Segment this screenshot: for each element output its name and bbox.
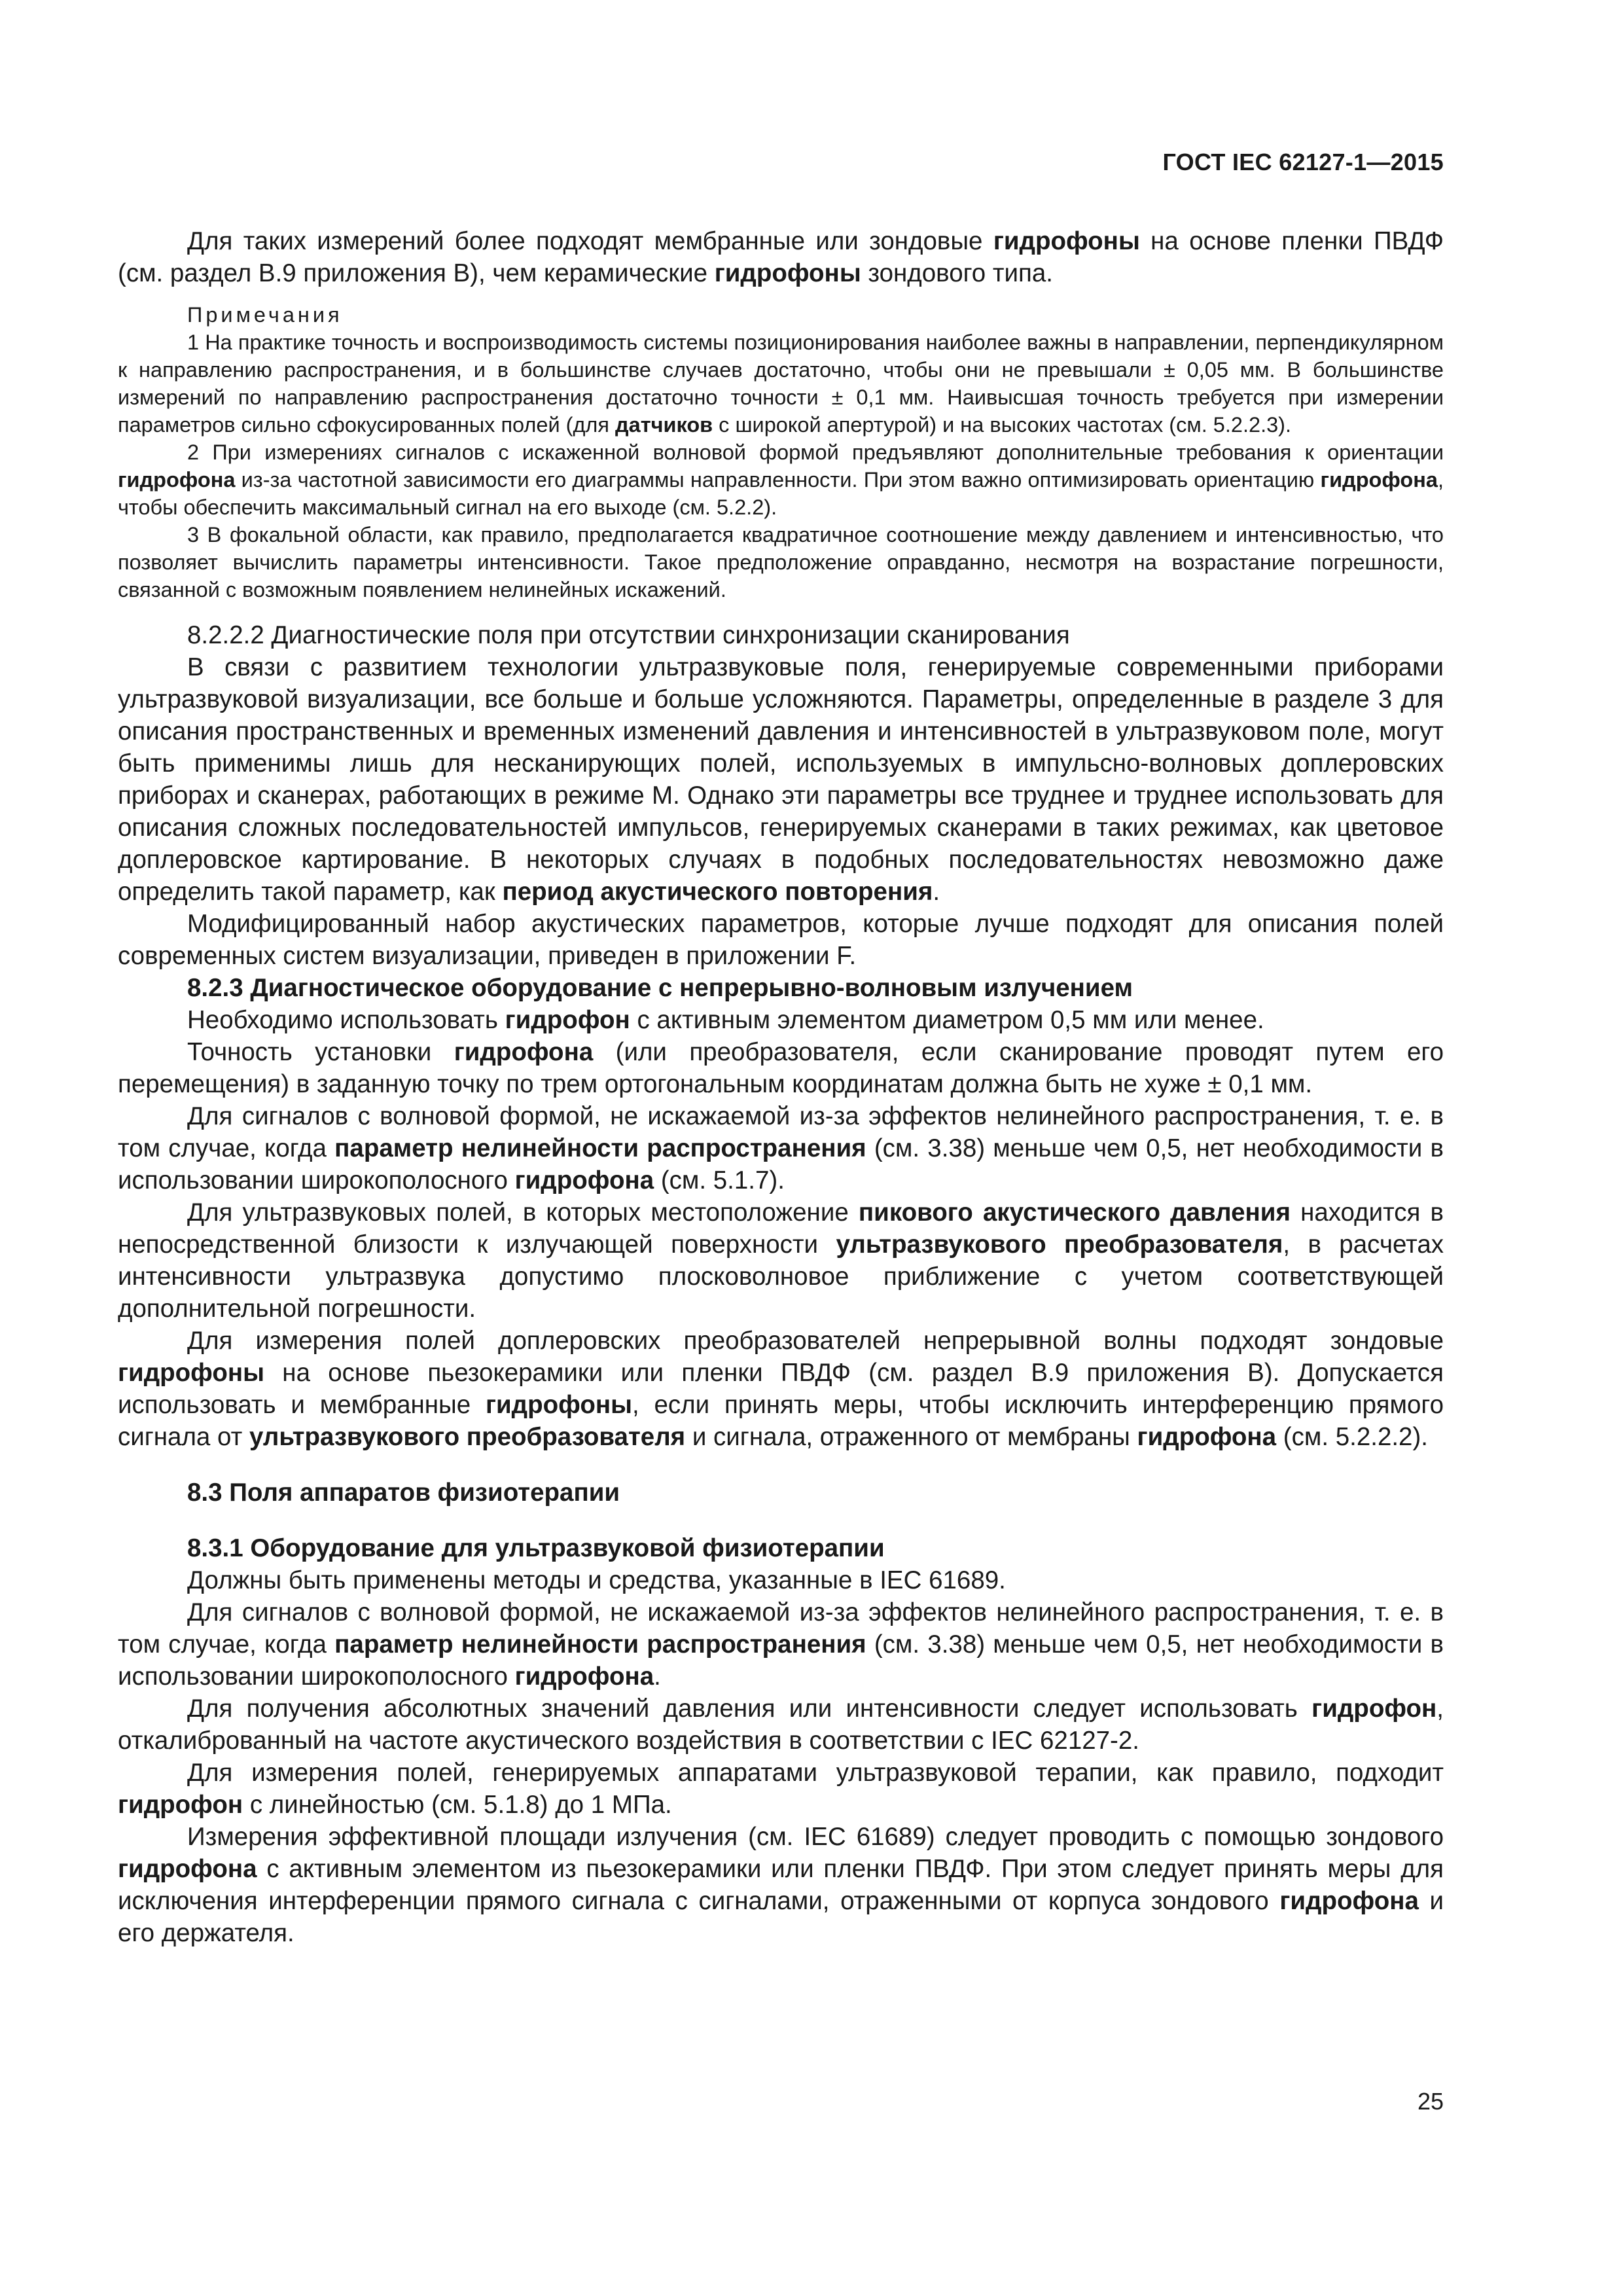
section-8-2-3-paragraph-3: Для сигналов с волновой формой, не искажаемой из-за эффектов нелинейного распространения, т. е. в том случае, когда параметр нелинейности распространения (см. 3.38) меньше чем 0,5, нет необходимости в использовании широкополосного гидрофона (см. 5.1.7). xyxy=(118,1102,1444,1194)
section-8-2-3-paragraph-5: Для измерения полей доплеровских преобразователей непрерывной волны подходят зондовые гидрофоны на основе пьезокерамики или пленки ПВДФ (см. раздел В.9 приложения В). Допускается использовать и мембранные гидрофоны, если принять меры, чтобы исключить интерференцию прямого сигнала от ультразвукового преобразователя и сигнала, отраженного от мембраны гидрофона (см. 5.2.2.2). xyxy=(118,1327,1444,1451)
intro-paragraph: Для таких измерений более подходят мембранные или зондовые гидрофоны на основе пленки ПВДФ (см. раздел В.9 приложения В), чем керамические гидрофоны зондового типа. xyxy=(118,227,1444,287)
section-8-3-1-paragraph-4: Для измерения полей, генерируемых аппаратами ультразвуковой терапии, как правило, подходит гидрофон с линейностью (см. 5.1.8) до 1 МПа. xyxy=(118,1759,1444,1819)
section-8-2-2-2-title: 8.2.2.2 Диагностические поля при отсутствии синхронизации сканирования xyxy=(187,621,1070,649)
section-8-3-title: 8.3 Поля аппаратов физиотерапии xyxy=(187,1479,620,1507)
notes-block xyxy=(118,301,1444,603)
section-8-2-3-paragraph-4: Для ультразвуковых полей, в которых местоположение пикового акустического давления находится в непосредственной близости к излучающей поверхности ультразвукового преобразователя, в расчетах интенсивности ультразвука допустимо плосковолновое приближение с учетом соответствующей дополнительной погрешности. xyxy=(118,1198,1444,1323)
section-8-2-3-paragraph-2: Точность установки гидрофона (или преобразователя, если сканирование проводят путем его перемещения) в заданную точку по трем ортогональным координатам должна быть не хуже ± 0,1 мм. xyxy=(118,1038,1444,1098)
notes-title: Примечания xyxy=(187,303,343,327)
section-8-2-2-2-paragraph-2: Модифицированный набор акустических параметров, которые лучше подходят для описания полей современных систем визуализации, приведен в приложении F. xyxy=(118,910,1444,970)
section-8-2-3-title: 8.2.3 Диагностическое оборудование с непрерывно-волновым излучением xyxy=(187,974,1133,1002)
section-8-3-1-paragraph-5: Измерения эффективной площади излучения (см. IEC 61689) следует проводить с помощью зондового гидрофона с активным элементом из пьезокерамики или пленки ПВДФ. При этом следует принять меры для исключения интерференции прямого сигнала с сигналами, отраженными от корпуса зондового гидрофона и его держателя. xyxy=(118,1823,1444,1947)
document-code-header: ГОСТ IEC 62127-1—2015 xyxy=(1162,149,1444,175)
section-8-3-1-paragraph-1: Должны быть применены методы и средства, указанные в IEC 61689. xyxy=(187,1566,1006,1594)
note-2: 2 При измерениях сигналов с искаженной волновой формой предъявляют дополнительные требования к ориентации гидрофона из-за частотной зависимости его диаграммы направленности. При этом важно оптимизировать ориентацию гидрофона, чтобы обеспечить максимальный сигнал на его выходе (см. 5.2.2). xyxy=(118,440,1444,519)
section-8-2-2-2-paragraph-1: В связи с развитием технологии ультразвуковые поля, генерируемые современными приборами ультразвуковой визуализации, все больше и больше усложняются. Параметры, определенные в разделе 3 для описания пространственных и временных изменений давления и интенсивностей в ультразвуковом поле, могут быть применимы лишь для несканирующих полей, используемых в импульсно-волновых доплеровских приборах и сканерах, работающих в режиме М. Однако эти параметры все труднее и труднее использовать для описания сложных последовательностей импульсов, генерируемых сканерами в таких режимах, как цветовое доплеровское картирование. В некоторых случаях в подобных последовательностях невозможно даже определить такой параметр, как период акустического повторения. xyxy=(118,653,1444,906)
section-8-3-1-paragraph-2: Для сигналов с волновой формой, не искажаемой из-за эффектов нелинейного распространения, т. е. в том случае, когда параметр нелинейности распространения (см. 3.38) меньше чем 0,5, нет необходимости в использовании широкополосного гидрофона. xyxy=(118,1598,1444,1691)
page-number: 25 xyxy=(1417,2088,1444,2115)
note-3: 3 В фокальной области, как правило, предполагается квадратичное соотношение между давлением и интенсивностью, что позволяет вычислить параметры интенсивности. Такое предположение оправданно, несмотря на возрастание погрешности, связанной с возможным появлением нелинейных искажений. xyxy=(118,523,1444,601)
section-8-3-1-title: 8.3.1 Оборудование для ультразвуковой физиотерапии xyxy=(187,1534,885,1562)
section-8-3-1-paragraph-3: Для получения абсолютных значений давления или интенсивности следует использовать гидрофон, откалиброванный на частоте акустического воздействия в соответствии с IEC 62127-2. xyxy=(118,1695,1444,1755)
section-8-2-3-paragraph-1: Необходимо использовать гидрофон с активным элементом диаметром 0,5 мм или менее. xyxy=(187,1006,1264,1034)
note-1: 1 На практике точность и воспроизводимость системы позиционирования наиболее важны в направлении, перпендикулярном к направлению распространения, и в большинстве случаев достаточно, чтобы они не превышали ± 0,05 мм. В большинстве измерений по направлению распространения достаточно точности ± 0,1 мм. Наивысшая точность требуется при измерении параметров сильно сфокусированных полей (для датчиков с широкой апертурой) и на высоких частотах (см. 5.2.2.3). xyxy=(118,331,1444,437)
page-body xyxy=(118,225,1444,1949)
